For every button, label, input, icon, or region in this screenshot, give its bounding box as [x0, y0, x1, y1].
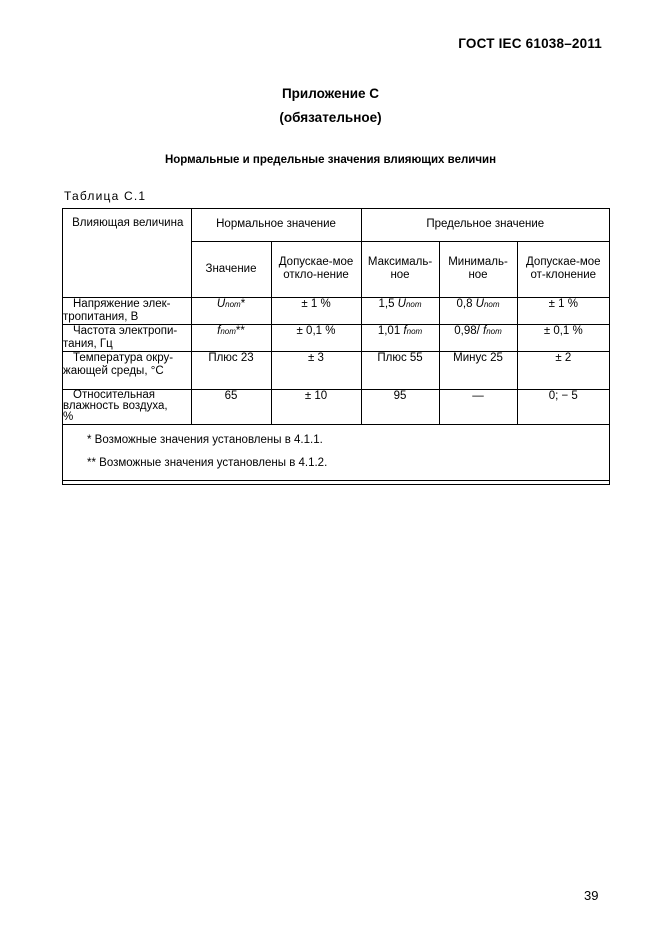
header-influence-quantity — [63, 209, 191, 297]
row-name — [63, 324, 191, 351]
table-frame — [62, 208, 610, 485]
cell-value: Плюс 23 — [191, 351, 271, 389]
cell-value — [191, 297, 271, 324]
cell-deviation: ± 0,1 % — [271, 324, 361, 351]
cell-maximum: 95 — [361, 389, 439, 424]
row-name-line: Напряжение элек- — [73, 297, 171, 310]
cell-limit-deviation: ± 1 % — [517, 297, 609, 324]
table-row — [63, 389, 609, 424]
row-name-line: тропитания, В — [63, 310, 139, 323]
row-name — [63, 389, 191, 424]
symbol: U — [475, 297, 484, 310]
row-name-line: влажность воздуха, — [63, 399, 168, 412]
table-row — [63, 351, 609, 389]
factor: 1,01 — [377, 324, 404, 337]
cell-value — [191, 324, 271, 351]
cell-deviation: ± 10 — [271, 389, 361, 424]
symbol: U — [216, 297, 226, 310]
standard-code: ГОСТ IEC 61038–2011 — [458, 36, 602, 51]
cell-limit-deviation: ± 2 — [517, 351, 609, 389]
symbol-subscript: nom — [405, 299, 422, 309]
header-maximum: Максималь-ное — [361, 241, 439, 297]
row-name-line: Относительная — [73, 388, 155, 401]
cell-limit-deviation: 0; − 5 — [517, 389, 609, 424]
table-caption: Таблица С.1 — [64, 189, 147, 203]
table-note: * Возможные значения установлены в 4.1.1. — [87, 433, 323, 446]
cell-minimum — [439, 297, 517, 324]
factor: 0,98/ — [454, 324, 484, 337]
appendix-status: (обязательное) — [279, 110, 382, 125]
cell-maximum — [361, 324, 439, 351]
symbol: U — [397, 297, 406, 310]
row-name-line: % — [63, 410, 74, 423]
cell-deviation: ± 1 % — [271, 297, 361, 324]
header-minimum: Минималь-ное — [439, 241, 517, 297]
symbol-subscript: nom — [225, 299, 241, 309]
cell-maximum — [361, 297, 439, 324]
cell-deviation: ± 3 — [271, 351, 361, 389]
symbol-subscript: nom — [406, 326, 423, 336]
symbol-subscript: nom — [486, 326, 502, 336]
influence-table — [63, 209, 609, 481]
symbol: f — [483, 324, 487, 337]
header-normal-deviation: Допускае-мое откло-нение — [271, 241, 361, 297]
header-influence-quantity-label: Влияющая величина — [72, 217, 184, 229]
cell-minimum: Минус 25 — [439, 351, 517, 389]
factor: 0,8 — [456, 297, 476, 310]
cell-minimum — [439, 324, 517, 351]
row-name-line: Температура окру- — [73, 351, 174, 364]
symbol: f — [403, 324, 407, 337]
section-title: Нормальные и предельные значения влияющих величин — [164, 154, 497, 166]
symbol: f — [217, 324, 221, 337]
table-notes — [63, 424, 609, 480]
symbol-subscript: nom — [483, 299, 500, 309]
row-name — [63, 351, 191, 389]
cell-limit-deviation: ± 0,1 % — [517, 324, 609, 351]
table-row — [63, 324, 609, 351]
cell-maximum: Плюс 55 — [361, 351, 439, 389]
footnote-mark: * — [240, 297, 246, 310]
header-value: Значение — [191, 241, 271, 297]
header-limit-value: Предельное значение — [361, 209, 609, 241]
cell-minimum: — — [439, 389, 517, 424]
table-notes-row — [63, 424, 609, 480]
page-number: 39 — [584, 888, 599, 903]
factor: 1,5 — [378, 297, 398, 310]
appendix-title: Приложение С — [281, 86, 380, 101]
row-name-line: тания, Гц — [63, 337, 113, 350]
row-name-line: жающей среды, °С — [63, 364, 164, 377]
table-row — [63, 297, 609, 324]
footnote-mark: ** — [235, 324, 245, 337]
header-normal-value: Нормальное значение — [191, 209, 361, 241]
row-name — [63, 297, 191, 324]
table-note: ** Возможные значения установлены в 4.1.2. — [87, 456, 328, 469]
symbol-subscript: nom — [220, 326, 236, 336]
cell-value: 65 — [191, 389, 271, 424]
header-limit-deviation: Допускае-мое от-клонение — [517, 241, 609, 297]
row-name-line: Частота электропи- — [73, 324, 178, 337]
